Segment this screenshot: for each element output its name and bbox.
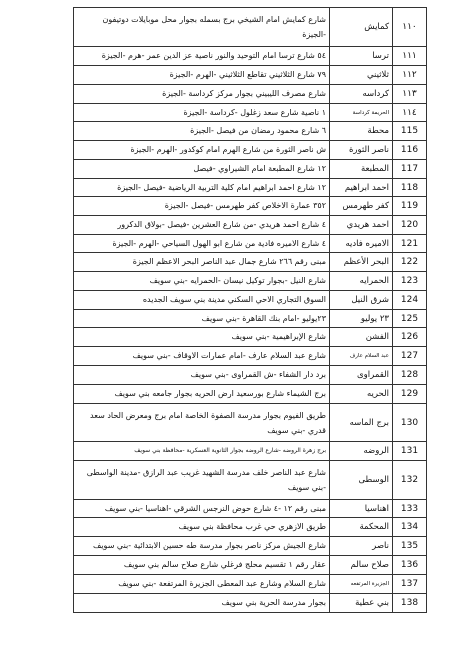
branch-name: ترسا [330,47,393,66]
table-row [74,291,427,310]
table-row [74,537,427,556]
branch-address: شارع الجيش مركز ناصر بجوار مدرسة طه حسين الابتدائية -بني سويف [74,537,330,556]
table-row [74,85,427,104]
table-row [74,556,427,575]
table-row [74,66,427,85]
row-number: 132 [393,461,427,500]
row-number: 115 [393,122,427,141]
branch-address: بجوار مدرسة الحرية بني سويف [74,594,330,613]
table-row [74,160,427,179]
branch-name: البحر الأعظم [330,253,393,272]
branch-name: ناصر [330,537,393,556]
table-row [74,104,427,122]
branch-address: برج الشيماء شارع بورسعيد ارض الحريه بجوار جامعه بني سويف [74,385,330,404]
row-number: 137 [393,575,427,594]
branch-name: اهناسيا [330,500,393,518]
row-number: 136 [393,556,427,575]
table-row [74,197,427,216]
branch-address: ش ناصر الثورة من شارع الهرم امام كوكدور -الهرم -الجيزة [74,141,330,160]
branch-name: بني عطية [330,594,393,613]
row-number: 138 [393,594,427,613]
table-row [74,500,427,518]
branch-address: مبنى رقم ٢٦٦ شارع جمال عبد الناصر البحر الاعظم الجيزة [74,253,330,272]
row-number: 126 [393,328,427,347]
branch-address: ٧٩ شارع الثلاثيني تقاطع الثلاثيني -الهرم -الجيزة [74,66,330,85]
branches-table [73,7,427,613]
table-row [74,404,427,442]
row-number: 129 [393,385,427,404]
table-row [74,235,427,253]
branch-address: برج زهرة الروضه -شارع الروضه بجوار الثانوية العسكرية -محافظة بني سويف [74,442,330,461]
branch-name: الروضه [330,442,393,461]
branch-name: الحمرايه [330,272,393,291]
branch-address: ٦ شارع محمود رمضان من فيصل -الجيزة [74,122,330,141]
branch-name: عبد السلام عارف [330,347,393,366]
table-row [74,366,427,385]
table-row [74,347,427,366]
branch-address: ١ ناصية شارع سعد زغلول -كرداسة -الجيزة [74,104,330,122]
branch-address: شارع مصرف الليبيني بجوار مركز كرداسة -الجيزة [74,85,330,104]
table-row [74,253,427,272]
branch-name: ناصر الثورة [330,141,393,160]
row-number: 131 [393,442,427,461]
table-row [74,216,427,235]
row-number: 124 [393,291,427,310]
table-row [74,328,427,347]
branch-name: الفشن [330,328,393,347]
table-row [74,461,427,500]
table-row [74,8,427,47]
row-number: 120 [393,216,427,235]
row-number: 128 [393,366,427,385]
row-number: ١١٤ [393,104,427,122]
branch-address: شارع الإبراهيمية -بني سويف [74,328,330,347]
branch-name: القمراوى [330,366,393,385]
branch-address: ١٢ شارع احمد ابراهيم امام كلية التربية الرياضية -فيصل -الجيزة [74,179,330,197]
branch-name: كفر طهرمس [330,197,393,216]
branch-name: الحريه [330,385,393,404]
row-number: 133 [393,500,427,518]
branch-address: ١٢ شارع المطبعة امام الشيراوي -فيصل [74,160,330,179]
table-row [74,385,427,404]
row-number: 130 [393,404,427,442]
table-row [74,594,427,613]
row-number: ١١٠ [393,8,427,47]
branch-name: شرق النيل [330,291,393,310]
row-number: ١١٣ [393,85,427,104]
branch-name: احمد هريدي [330,216,393,235]
table-row [74,272,427,291]
branch-name: الاميره فاديه [330,235,393,253]
row-number: 118 [393,179,427,197]
branch-address: طريق الفيوم بجوار مدرسة الصفوة الخاصة امام برج ومعرض الحاد سعد قدري -بني سويف [74,404,330,442]
row-number: ١١١ [393,47,427,66]
branch-address: شارع كمايش امام الشيخي برج بسمله بجوار محل موبايلات دوتيفون -الجيزة [74,8,330,47]
branch-address: ٤ شارع الاميره فادية من شارع ابو الهول السياحي -الهرم -الجيزة [74,235,330,253]
branch-name: المطبعة [330,160,393,179]
branch-address: شارع السلام وشارع عبد المعطى الجزيرة المرتفعة -بني سويف [74,575,330,594]
table-row [74,442,427,461]
branch-name: الوسطى [330,461,393,500]
row-number: 135 [393,537,427,556]
table-row [74,141,427,160]
branch-name: ٢٣ يوليو [330,310,393,328]
row-number: 122 [393,253,427,272]
branch-address: شارع عبد الناصر خلف مدرسة الشهيد غريب عبد الرازق -مدينة الواسطى -بني سويف [74,461,330,500]
branch-address: ٣٥٢ عمارة الاخلاص كفر طهرمس -فيصل -الجيزة [74,197,330,216]
branch-name: ثلاثيني [330,66,393,85]
table-row [74,310,427,328]
branch-name: احمد ابراهيم [330,179,393,197]
row-number: 125 [393,310,427,328]
branch-address: السوق التجاري الاحي السكني مدينة بني سويف الجديده [74,291,330,310]
branch-name: كرداسه [330,85,393,104]
row-number: 117 [393,160,427,179]
branch-address: طريق الازهري حي غرب محافظة بني سويف [74,518,330,537]
table-row [74,518,427,537]
row-number: 116 [393,141,427,160]
row-number: 127 [393,347,427,366]
branch-address: شارع عبد السلام عارف -امام عمارات الاوقاف -بني سويف [74,347,330,366]
row-number: ١١٢ [393,66,427,85]
branch-address: عقار رقم ١ تقسيم محلج فرغلي شارع صلاح سالم بني سويف [74,556,330,575]
branch-name: برج الماسه [330,404,393,442]
branch-name: الجزيرة المرتفعه [330,575,393,594]
branch-name: كمايش [330,8,393,47]
table-row [74,575,427,594]
branch-address: شارع النيل -بجوار توكيل نيسان -الحمرايه -بني سويف [74,272,330,291]
branch-name: صلاح سالم [330,556,393,575]
table-row [74,179,427,197]
branch-address: برد دار الشفاء -ش القمراوى -بني سويف [74,366,330,385]
row-number: 134 [393,518,427,537]
branch-name: محطة [330,122,393,141]
branch-address: ٤ شارع احمد هريدي -من شارع العشرين -فيصل -بولاق الدكرور [74,216,330,235]
branch-address: مبنى رقم ١٢ -٤ شارع حوض النرجس الشرقي -اهناسيا -بني سويف [74,500,330,518]
table-row [74,122,427,141]
branch-name: الحريمة كرداسة [330,104,393,122]
branch-address: ٥٤ شارع ترسا امام التوحيد والنور ناصية عز الدين عمر -هرم -الجيزة [74,47,330,66]
table-row [74,47,427,66]
row-number: 121 [393,235,427,253]
row-number: 123 [393,272,427,291]
branch-address: ٢٣يوليو -امام بنك القاهرة -بني سويف [74,310,330,328]
branch-name: المحكمة [330,518,393,537]
row-number: 119 [393,197,427,216]
